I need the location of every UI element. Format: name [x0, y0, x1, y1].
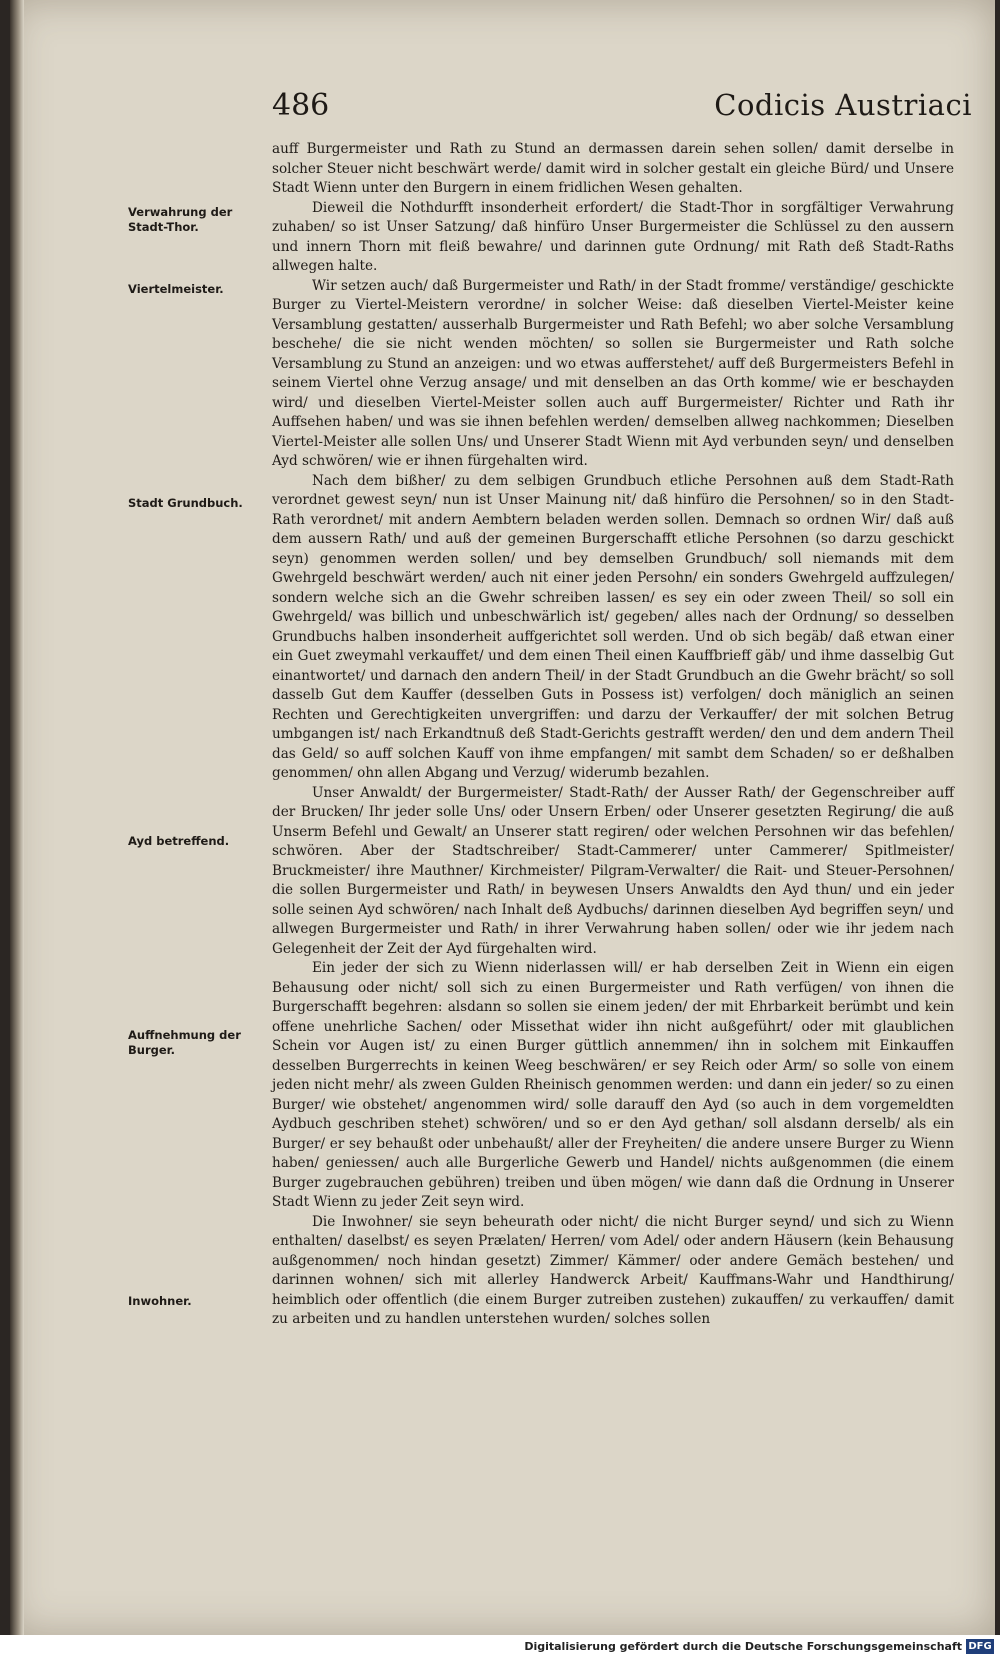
paragraph: auff Burgermeister und Rath zu Stund an dermassen darein sehen sollen/ damit derselbe in solcher Steuer nicht beschwärt werde/ damit wird in solcher gestalt ein gleiche Bürd/ und Unsere Stadt Wienn unter den Burgern in einem fridlichen Wesen gehalten. [272, 141, 954, 196]
dfg-logo: DFG [966, 1639, 994, 1654]
marginal-note: Verwahrung der Stadt-Thor. [128, 205, 233, 234]
paragraph: Wir setzen auch/ daß Burgermeister und Rath/ in der Stadt fromme/ verständige/ geschickte Burger zu Viertel-Meistern verordne/ in solcher Weise: daß dieselben Viertel-Meister keine Versamblung gestatten/ ausserhalb Burgermeister und Rath Befehl; wo aber solche Versamblung beschehe/ die sie nicht wenden möchten/ so sollen sie Burgermeister und Rath solche Versamblung zu Stund an anzeigen: und wo etwas aufferstehet/ auff deß Burgermeisters Befehl in seinem Viertel ohne Verzug ansage/ und mit denselben an das Orth komme/ wie er beschayden wird/ und dieselben Viertel-Meister sollen auch auff Burgermeister/ Richter und Rath ihr Auffsehen haben/ und was sie ihnen befehlen werden/ demselben allweg nachkommen; Dieselben Viertel-Meister alle sollen Uns/ und Unserer Stadt Wienn mit Ayd verbunden seyn/ und denselben Ayd schwören/ wie er ihnen fürgehalten wird. [272, 277, 954, 469]
body-text [272, 140, 954, 1330]
page-gutter [10, 0, 24, 1635]
footer-bar [0, 1635, 1000, 1659]
marginal-note: Viertelmeister. [128, 282, 224, 296]
marginal-note: Inwohner. [128, 1294, 192, 1308]
paragraph: Ein jeder der sich zu Wienn niderlassen will/ er hab derselben Zeit in Wienn ein eigen Behausung oder nicht/ soll sich zu einen Burgermeister und Rath verfügen/ von ihnen die Burgerschafft begehren: alsdann so sollen sie einem jeden/ der mit Ehrbarkeit berümbt und kein offene unehrliche Sachen/ oder Missethat wider ihn nicht außgeführt/ oder mit glaublichen Schein vor Augen ist/ zu einen Burger güttlich annemmen/ ihn in solchem mit Einkauffen desselben Burgerrechts in keinen Weeg beschwären/ er sey Reich oder Arm/ so solle von einem jeden nicht mehr/ als zween Gulden Rheinisch genommen werden: und dann ein jeder/ so zu einen Burger/ wie obstehet/ angenommen wird/ solle darauff den Ayd (so auch in dem vorgemeldten Aydbuch geschriben stehet) schwören/ und so er den Ayd gethan/ soll alsdann derselb/ als ein Burger/ er sey behaußt oder unbehaußt/ aller der Freyheiten/ die andere unsere Burger zu Wienn haben/ geniessen/ auch alle Burgerliche Gewerb und Handel/ nichts außgenommen (die einem Burger zugebrauchen gebühren) treiben und üben mögen/ wie dann daß die Ordnung in Unserer Stadt Wienn zu jeder Zeit seyn wird. [272, 960, 954, 1210]
marginal-note: Ayd betreffend. [128, 834, 230, 848]
funding-credit: Digitalisierung gefördert durch die Deutsche Forschungsgemeinschaft [524, 1640, 962, 1653]
paragraph: Dieweil die Nothdurfft insonderheit erfordert/ die Stadt-Thor in sorgfältiger Verwahrung zuhaben/ so ist Unser Satzung/ daß hinfüro Unser Burgermeister die Schlüssel zu den aussern und innern Thorn mit fleiß bewahre/ und darinnen gute Ordnung/ mit Rath deß Stadt-Raths allwegen halte. [272, 199, 954, 274]
paragraph: Nach dem bißher/ zu dem selbigen Grundbuch etliche Persohnen auß dem Stadt-Rath verordnet gewest seyn/ nun ist Unser Mainung nit/ daß hinfüro die Persohnen/ so in den Stadt-Rath verordnet/ mit andern Aembtern beladen werden sollen. Demnach so ordnen Wir/ daß auß dem aussern Rath/ und auß der gemeinen Burgerschafft etliche Persohnen (so darzu geschickt seyn) genommen werden sollen/ und bey demselben Grundbuch/ soll niemands mit dem Gwehrgeld beschwärt werden/ auch nit einer jeden Persohn/ ein sonders Gwehrgeld auffzulegen/ sondern welche sich an die Gwehr schreiben lassen/ es sey ein oder zween Theil/ so soll ein Gwehrgeld/ was billich und unbeschwärlich ist/ gegeben/ alles nach der Ordnung/ so desselben Grundbuchs halben insonderheit auffgerichtet soll werden. Und ob sich begäb/ daß etwan einer ein Guet zweymahl verkauffet/ und dem einen Theil einen Kauffbrieff gäb/ und ihme dasselbig Gut einantwortet/ und darnach den andern Theil/ in der Stadt Grundbuch an die Gwehr brächt/ so soll dasselb Gut dem Kauffer (desselben Guts in Possess ist) verfolgen/ doch mäniglich an seinen Rechten und Gerechtigkeiten unvergriffen: und darzu der Verkauffer/ der mit solchen Betrug umbgangen ist/ nach Erkandtnuß deß Stadt-Gerichts gestrafft werden/ den und dem andern Theil das Geld/ so auff solchen Kauff von ihme empfangen/ mit sambt dem Schaden/ so er deßhalben genommen/ ohn allen Abgang und Verzug/ widerumb bezahlen. [272, 472, 954, 781]
running-title: Codicis Austriaci [714, 88, 972, 122]
paragraph: Unser Anwaldt/ der Burgermeister/ Stadt-Rath/ der Ausser Rath/ der Gegenschreiber auff der Brucken/ Ihr jeder solle Uns/ oder Unsern Erben/ oder Unserer gesetzten Regirung/ die auß Unserm Befehl und Gewalt/ an Unserer statt regiren/ oder welchen Persohnen wir das befehlen/ schwören. Aber der Stadtschreiber/ Stadt-Cammerer/ unter Cammerer/ Spitlmeister/ Bruckmeister/ ihre Mauthner/ Kirchmeister/ Pilgram-Verwalter/ die Rait- und Steuer-Persohnen/ die sollen Burgermeister und Rath/ in beywesen Unsers Anwaldts den Ayd thun/ und ein jeder solle seinen Ayd schwören/ nach Inhalt deß Aydbuchs/ darinnen dieselben Ayd begriffen seyn/ und allwegen Burgermeister und Rath/ in ihrer Verwahrung haben sollen/ oder wie ihr jedem nach Gelegenheit der Zeit der Ayd fürgehalten wird. [272, 784, 954, 957]
paragraph: Die Inwohner/ sie seyn beheurath oder nicht/ die nicht Burger seynd/ und sich zu Wienn enthalten/ daselbst/ es seyen Prælaten/ Herren/ vom Adel/ oder andern Häusern (kein Behausung außgenommen/ noch hindan gesetzt) Zimmer/ Kämmer/ oder andere Gemäch bestehen/ und darinnen wohnen/ sich mit allerley Handwerck Arbeit/ Kauffmans-Wahr und Handthirung/ heimblich oder offentlich (die einem Burger zutreiben zustehen) zukauffen/ zu verkauffen/ damit zu arbeiten und zu handlen unterstehen wurden/ solches sollen [272, 1213, 954, 1327]
marginal-note: Auffnehmung der Burger. [128, 1028, 241, 1057]
page-number: 486 [272, 88, 330, 123]
marginal-note: Stadt Grundbuch. [128, 496, 243, 510]
book-page [10, 0, 995, 1635]
page-header [272, 88, 972, 132]
